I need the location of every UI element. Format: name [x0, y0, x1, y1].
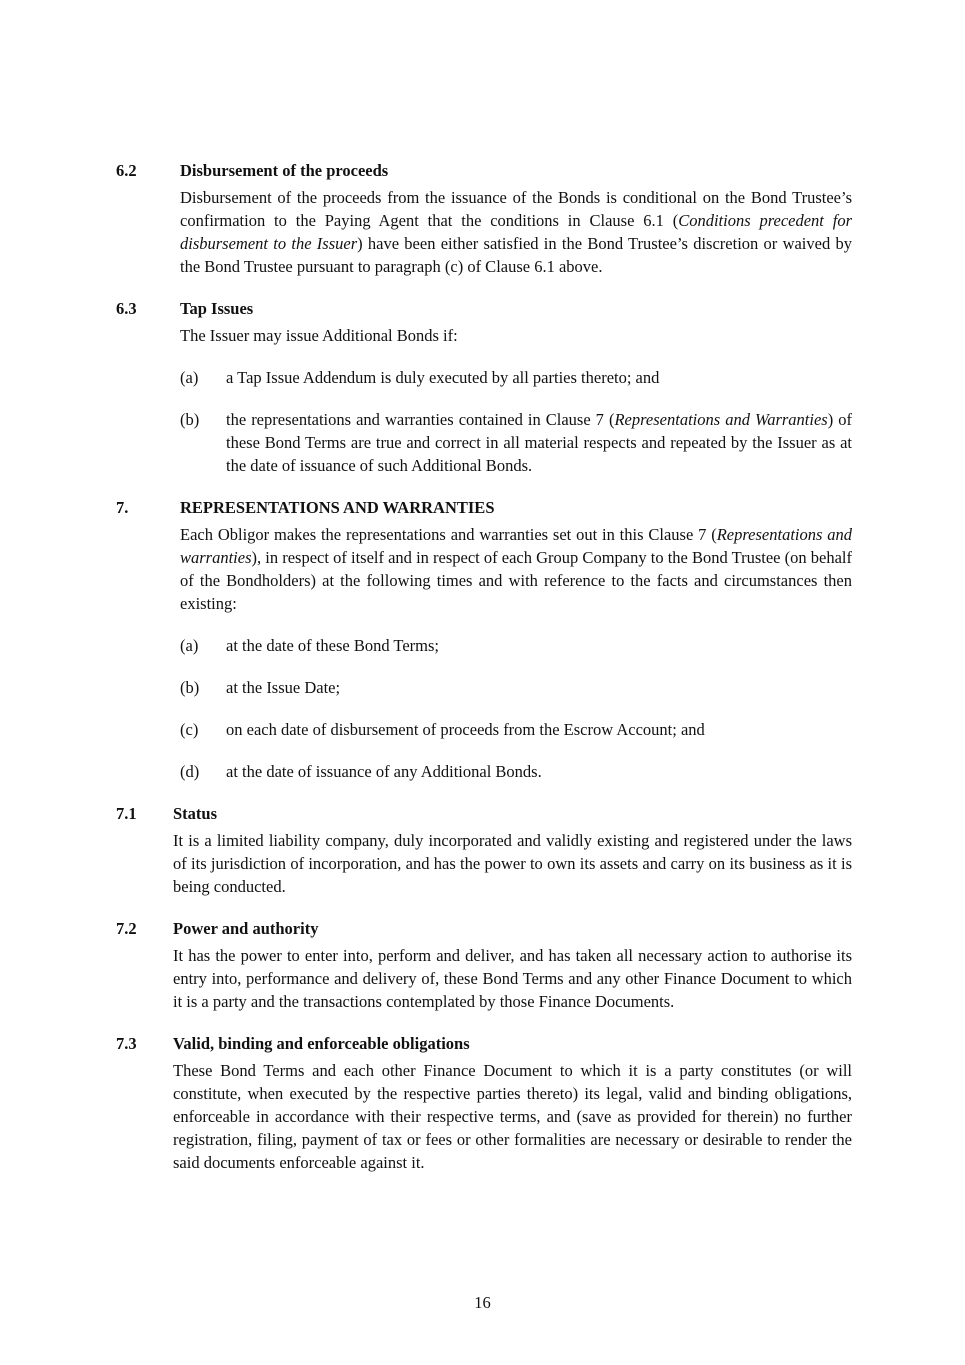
section-7-3-heading — [116, 1032, 852, 1055]
page-number: 16 — [474, 1293, 491, 1312]
list-label: (b) — [180, 410, 200, 429]
section-6-2-heading — [116, 159, 852, 182]
section-7-2 — [116, 917, 852, 1013]
section-number: 7. — [116, 498, 129, 517]
section-7-heading — [116, 496, 852, 519]
clause-reference: Representations and Warranties — [614, 410, 828, 429]
section-7-3-body: These Bond Terms and each other Finance Document to which it is a party constitutes (or will constitute, when executed by the respective parties thereto) its legal, valid and binding obligations, enforceable in accordance with their respective terms, and (save as provided for therein) no further registration, filing, payment of tax or fees or other formalities are necessary or desirable to render the said documents enforceable against it. — [173, 1061, 852, 1172]
body-text: ) have been either satisfied in the Bond Trustee’s discretion or waived by the Bond Trustee pursuant to paragraph (c) of Clause 6.1 above. — [180, 234, 852, 276]
section-6-3-heading — [116, 297, 852, 320]
list-text: the representations and warranties contained in Clause 7 (Representations and Warranties) of these Bond Terms are true and correct in all material respects and repeated by the Issuer as at the date of issuance of such Additional Bonds. — [226, 410, 852, 475]
list-text: at the date of issuance of any Additional Bonds. — [226, 762, 542, 781]
list-label: (b) — [180, 678, 200, 697]
section-6-3 — [116, 297, 852, 477]
list-label: (a) — [180, 636, 199, 655]
section-title: Power and authority — [173, 919, 319, 938]
list-label: (a) — [180, 368, 199, 387]
section-6-2 — [116, 159, 852, 278]
section-title: Tap Issues — [180, 299, 254, 318]
section-number: 7.2 — [116, 919, 137, 938]
section-number: 6.2 — [116, 161, 137, 180]
clause-reference: Representations and warranties — [180, 525, 852, 567]
section-number: 7.3 — [116, 1034, 137, 1053]
section-7-1-body: It is a limited liability company, duly incorporated and validly existing and registered under the laws of its jurisdiction of incorporation, and has the power to own its assets and carry on its business as it is being conducted. — [173, 831, 852, 896]
list-item — [180, 718, 852, 741]
body-text: Disbursement of the proceeds from the issuance of the Bonds is conditional on the Bond Trustee’s confirmation to the Paying Agent that the conditions in Clause 6.1 ( — [180, 188, 852, 230]
clause-reference: Conditions precedent for disbursement to the Issuer — [180, 211, 852, 253]
section-title: Status — [173, 804, 218, 823]
list-text: a Tap Issue Addendum is duly executed by all parties thereto; and — [226, 368, 660, 387]
list-item — [180, 634, 852, 657]
section-number: 6.3 — [116, 299, 137, 318]
section-7-1 — [116, 802, 852, 898]
list-item — [180, 760, 852, 783]
list-label: (d) — [180, 762, 200, 781]
list-text: at the Issue Date; — [226, 678, 341, 697]
section-7-2-body: It has the power to enter into, perform and deliver, and has taken all necessary action to authorise its entry into, performance and delivery of, these Bond Terms and any other Finance Document to which it is a party and the transactions contemplated by those Finance Documents. — [173, 946, 852, 1011]
section-7 — [116, 496, 852, 783]
section-title: Disbursement of the proceeds — [180, 161, 389, 180]
list-item — [180, 676, 852, 699]
section-title: Valid, binding and enforceable obligations — [173, 1034, 470, 1053]
section-7-body: Each Obligor makes the representations and warranties set out in this Clause 7 (Representations and warranties), in respect of itself and in respect of each Group Company to the Bond Trustee (on behalf of the Bondholders) at the following times and with reference to the facts and circumstances then existing: — [180, 525, 852, 613]
section-6-2-body — [180, 186, 852, 278]
section-7-1-heading — [116, 802, 852, 825]
section-title: REPRESENTATIONS AND WARRANTIES — [180, 498, 495, 517]
section-7-3 — [116, 1032, 852, 1174]
section-number: 7.1 — [116, 804, 137, 823]
list-item — [180, 408, 852, 477]
section-6-3-intro: The Issuer may issue Additional Bonds if: — [180, 326, 458, 345]
section-7-2-heading — [116, 917, 852, 940]
list-item — [180, 366, 852, 389]
list-label: (c) — [180, 720, 199, 739]
list-text: at the date of these Bond Terms; — [226, 636, 439, 655]
list-text: on each date of disbursement of proceeds from the Escrow Account; and — [226, 720, 705, 739]
